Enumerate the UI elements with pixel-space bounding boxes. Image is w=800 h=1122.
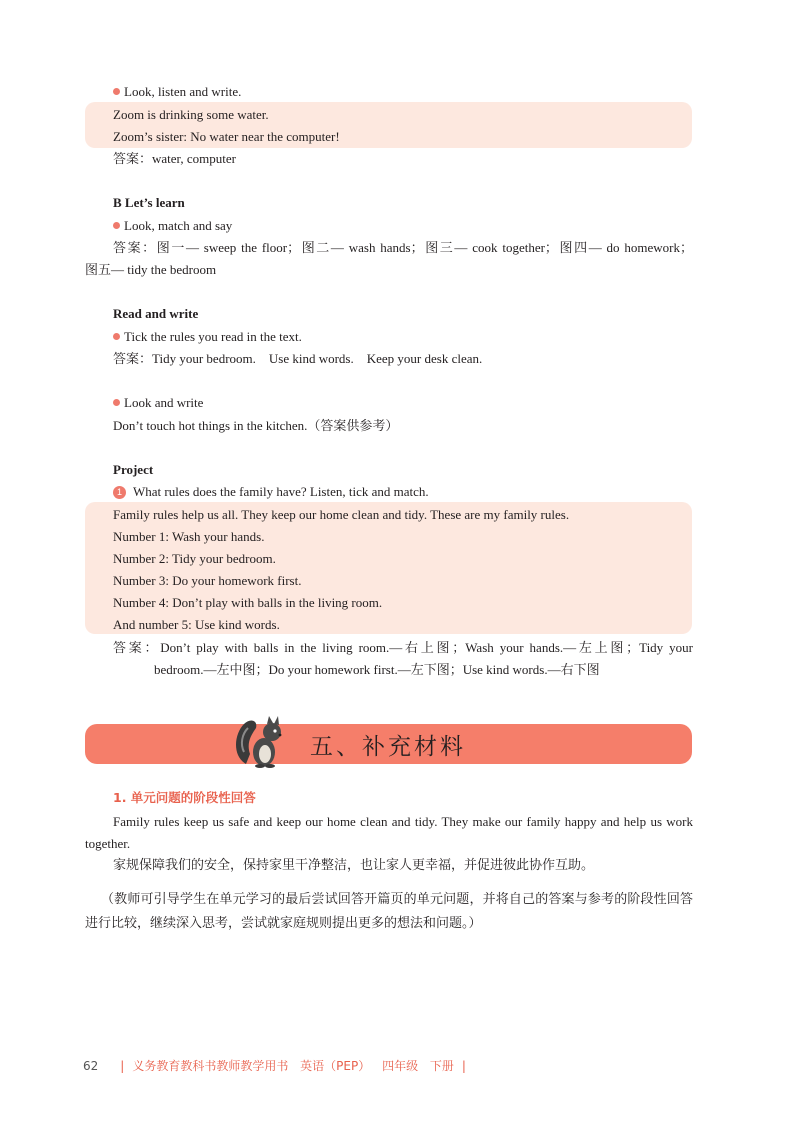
answer-text: 答案：Don’t play with balls in the living room.—右上图；Wash your hands.—左上图；Tidy your [113, 640, 693, 655]
answer-text-cont: 图五— tidy the bedroom [85, 262, 217, 277]
panel-line: And number 5: Use kind words. [113, 617, 280, 632]
section-heading: B Let’s learn [113, 195, 185, 210]
panel-line: Number 3: Do your homework first. [113, 573, 302, 588]
banner-title: 五、补充材料 [310, 734, 466, 760]
look-write-instruction: Look and write [113, 394, 203, 412]
answer-text: 答案：图一— sweep the floor；图二— wash hands；图三— cook together；图四— do homework； [113, 240, 693, 255]
section-heading: Project [113, 462, 154, 477]
answer-text: 答案：Tidy your bedroom. Use kind words. Keep your desk clean. [113, 351, 483, 366]
footer-volume: 下册 [429, 1059, 454, 1073]
answer-paragraph-zh: 家规保障我们的安全，保持家里干净整洁，也让家人更幸福，并促进彼此协作互助。 [113, 858, 595, 873]
section-heading: Read and write [113, 306, 199, 321]
answer-paragraph-en: Family rules keep us safe and keep our home clean and tidy. They make our family happy and help us work together. [85, 814, 693, 851]
tick-instruction: Tick the rules you read in the text. [113, 328, 302, 346]
listen-write-instruction: Look, listen and write. [113, 83, 241, 101]
panel-line: Family rules help us all. They keep our home clean and tidy. These are my family rules. [113, 507, 570, 522]
bullet-dot [113, 333, 120, 340]
teacher-note: （教师可引导学生在单元学习的最后尝试回答开篇页的单元问题，并将自己的答案与参考的阶段性回答进行比较，继续深入思考，尝试就家庭规则提出更多的想法和问题。） [85, 892, 693, 931]
squirrel-mascot-icon [232, 712, 294, 768]
bullet-dot [113, 222, 120, 229]
number-badge: 1 [113, 486, 126, 499]
answer-text: 答案：water, computer [113, 151, 236, 166]
panel-line: Number 2: Tidy your bedroom. [113, 551, 276, 566]
answer-text-cont: bedroom.—左中图；Do your homework first.—左下图；Use kind words.—右下图 [154, 662, 600, 677]
panel-line: Number 1: Wash your hands. [113, 529, 265, 544]
bullet-dot [113, 88, 120, 95]
page-footer: 62 | 义务教育教科书教师教学用书 英语（PEP） 四年级 下册 | [83, 1059, 466, 1073]
footer-subject: 英语（PEP） [300, 1059, 371, 1073]
page-number: 62 [83, 1059, 99, 1073]
answer-text: Don’t touch hot things in the kitchen.（答案供参考） [113, 418, 399, 433]
match-instruction: Look, match and say [113, 217, 232, 235]
project-question: 1 What rules does the family have? Listen, tick and match. [113, 483, 429, 501]
footer-series: 义务教育教科书教师教学用书 [132, 1059, 289, 1073]
panel-line: Zoom’s sister: No water near the computer! [113, 129, 340, 144]
subsection-heading: 1. 单元问题的阶段性回答 [113, 790, 256, 805]
panel-line: Zoom is drinking some water. [113, 107, 269, 122]
panel-line: Number 4: Don’t play with balls in the living room. [113, 595, 383, 610]
footer-grade: 四年级 [382, 1059, 419, 1073]
bullet-dot [113, 399, 120, 406]
